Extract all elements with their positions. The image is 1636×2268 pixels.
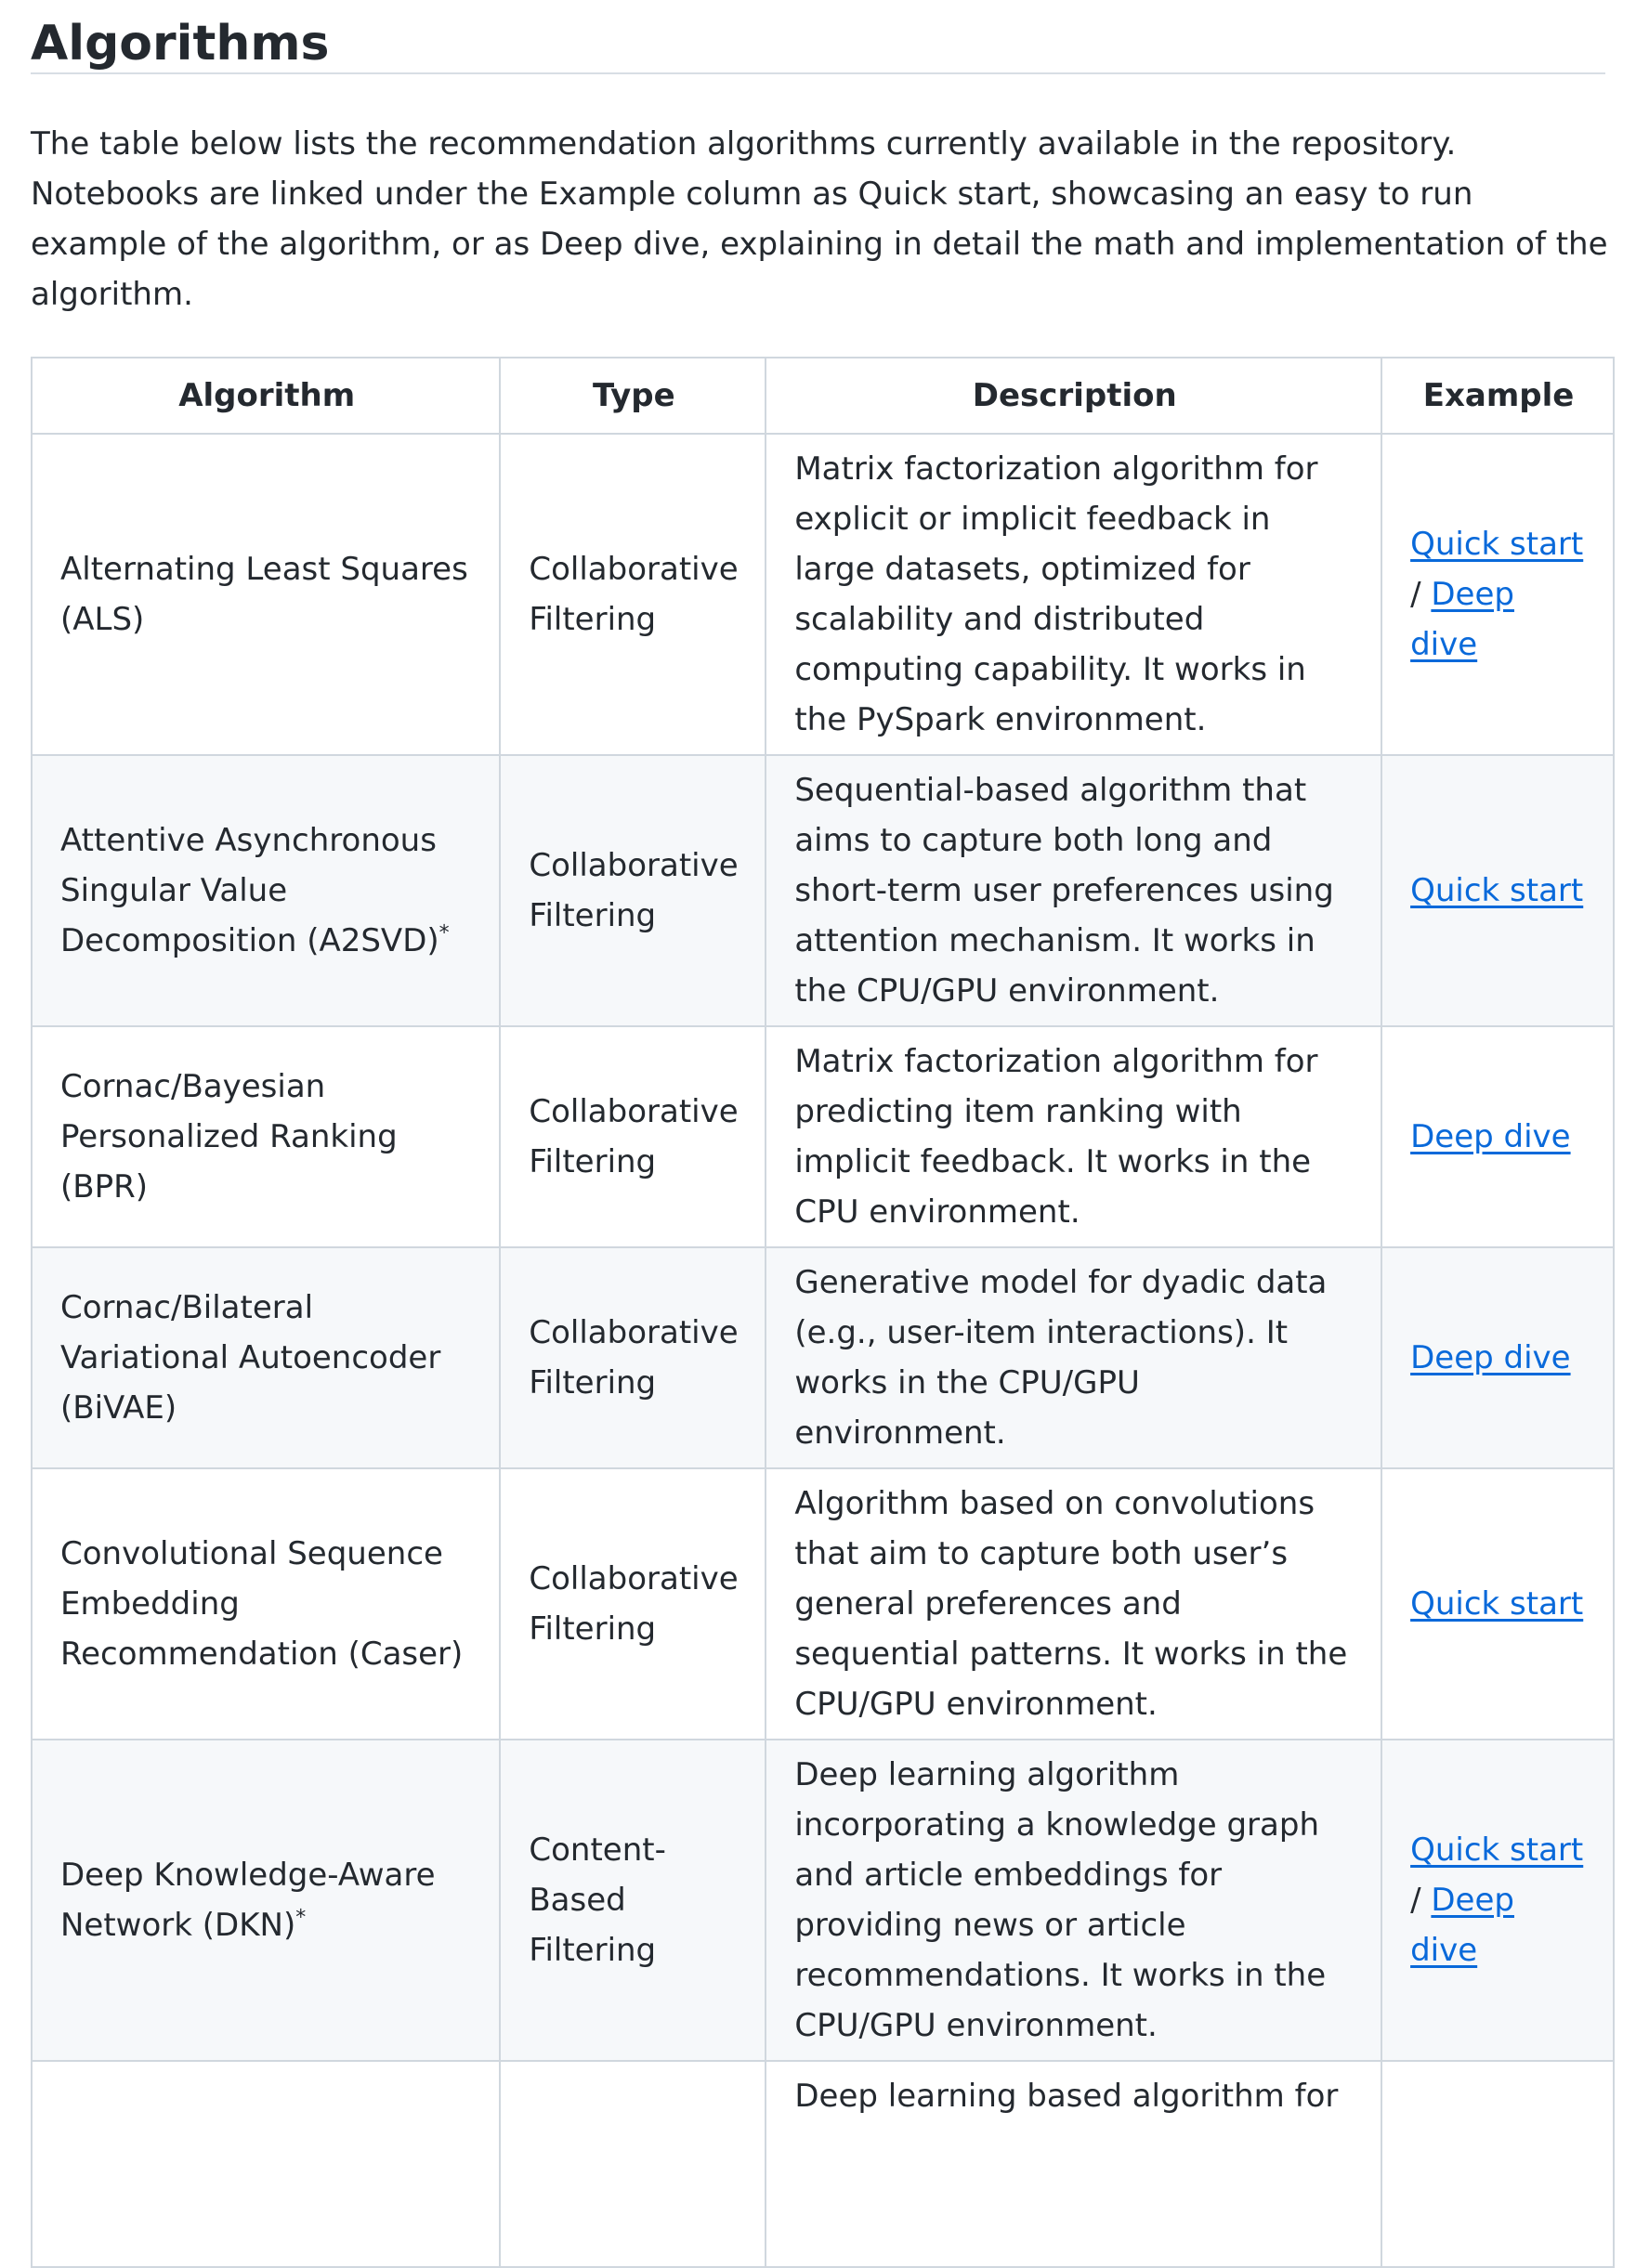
algorithm-cell	[32, 1468, 500, 1740]
table-header-row	[32, 358, 1614, 434]
example-cell	[1381, 1468, 1614, 1740]
table-row	[32, 1740, 1614, 2061]
algorithm-cell	[32, 755, 500, 1026]
table-row	[32, 1026, 1614, 1247]
type-cell: Content-Based Filtering	[500, 1740, 766, 2061]
description-text: Deep learning based algorithm for	[794, 2078, 1339, 2115]
algorithm-name: Deep Knowledge-Aware Network (DKN)	[60, 1857, 436, 1944]
algorithm-name: Attentive Asynchronous Singular Value Decomposition (A2SVD)	[60, 822, 439, 959]
header-algorithm: Algorithm	[32, 358, 500, 434]
quick-start-link[interactable]: Quick start	[1410, 872, 1584, 909]
footnote-marker: *	[295, 1906, 307, 1930]
link-separator: /	[1410, 1882, 1421, 1919]
description-cell: Matrix factorization algorithm for predicting item ranking with implicit feedback. It works in the CPU environment.	[766, 1026, 1381, 1247]
algorithm-cell	[32, 1026, 500, 1247]
header-example: Example	[1381, 358, 1614, 434]
type-cell: Collaborative Filtering	[500, 1468, 766, 1740]
section-heading: Algorithms	[31, 0, 1605, 74]
algorithm-name: Alternating Least Squares (ALS)	[60, 551, 468, 638]
example-cell	[1381, 1026, 1614, 1247]
deep-dive-link[interactable]: Deep dive	[1410, 1118, 1571, 1155]
header-type: Type	[500, 358, 766, 434]
table-row	[32, 2061, 1614, 2267]
example-cell	[1381, 1247, 1614, 1468]
link-separator: /	[1410, 576, 1421, 613]
description-cell: Deep learning algorithm incorporating a knowledge graph and article embeddings for providing news or article recommendations. It works in the CPU/GPU environment.	[766, 1740, 1381, 2061]
type-cell: Collaborative Filtering	[500, 755, 766, 1026]
quick-start-link[interactable]: Quick start	[1410, 1831, 1584, 1869]
example-cell	[1381, 755, 1614, 1026]
description-cell: Algorithm based on convolutions that aim to capture both user’s general preferences and sequential patterns. It works in the CPU/GPU environment.	[766, 1468, 1381, 1740]
table-row	[32, 434, 1614, 755]
deep-dive-link[interactable]: Deep dive	[1410, 1882, 1514, 1969]
header-description: Description	[766, 358, 1381, 434]
algorithm-name: Cornac/Bayesian Personalized Ranking (BPR)	[60, 1068, 398, 1206]
footnote-marker: *	[438, 921, 450, 945]
type-cell: Collaborative Filtering	[500, 1026, 766, 1247]
algorithm-name: Cornac/Bilateral Variational Autoencoder (BiVAE)	[60, 1289, 441, 1427]
algorithm-cell	[32, 434, 500, 755]
algorithm-cell	[32, 2061, 500, 2267]
algorithm-cell	[32, 1740, 500, 2061]
algorithms-table	[31, 357, 1615, 2268]
example-cell	[1381, 1740, 1614, 2061]
deep-dive-link[interactable]: Deep dive	[1410, 1339, 1571, 1376]
type-cell: Collaborative Filtering	[500, 434, 766, 755]
type-cell: Collaborative Filtering	[500, 1247, 766, 1468]
type-cell	[500, 2061, 766, 2267]
description-cell	[766, 2061, 1381, 2267]
intro-paragraph: The table below lists the recommendation algorithms currently available in the repository. Notebooks are linked under the Example column as Quick start, showcasing an easy to run example of the algorithm, or as Deep dive, explaining in detail the math and implementation of the algorithm.	[31, 125, 1608, 313]
example-cell	[1381, 434, 1614, 755]
description-cell: Generative model for dyadic data (e.g., user-item interactions). It works in the CPU/GPU environment.	[766, 1247, 1381, 1468]
example-cell	[1381, 2061, 1614, 2267]
algorithm-cell	[32, 1247, 500, 1468]
table-row	[32, 1468, 1614, 1740]
table-row	[32, 1247, 1614, 1468]
description-cell: Matrix factorization algorithm for explicit or implicit feedback in large datasets, optimized for scalability and distributed computing capability. It works in the PySpark environment.	[766, 434, 1381, 755]
description-cell: Sequential-based algorithm that aims to capture both long and short-term user preferences using attention mechanism. It works in the CPU/GPU environment.	[766, 755, 1381, 1026]
deep-dive-link[interactable]: Deep dive	[1410, 576, 1514, 663]
table-row	[32, 755, 1614, 1026]
quick-start-link[interactable]: Quick start	[1410, 526, 1584, 563]
quick-start-link[interactable]: Quick start	[1410, 1585, 1584, 1623]
algorithm-name: Convolutional Sequence Embedding Recommendation (Caser)	[60, 1535, 464, 1673]
